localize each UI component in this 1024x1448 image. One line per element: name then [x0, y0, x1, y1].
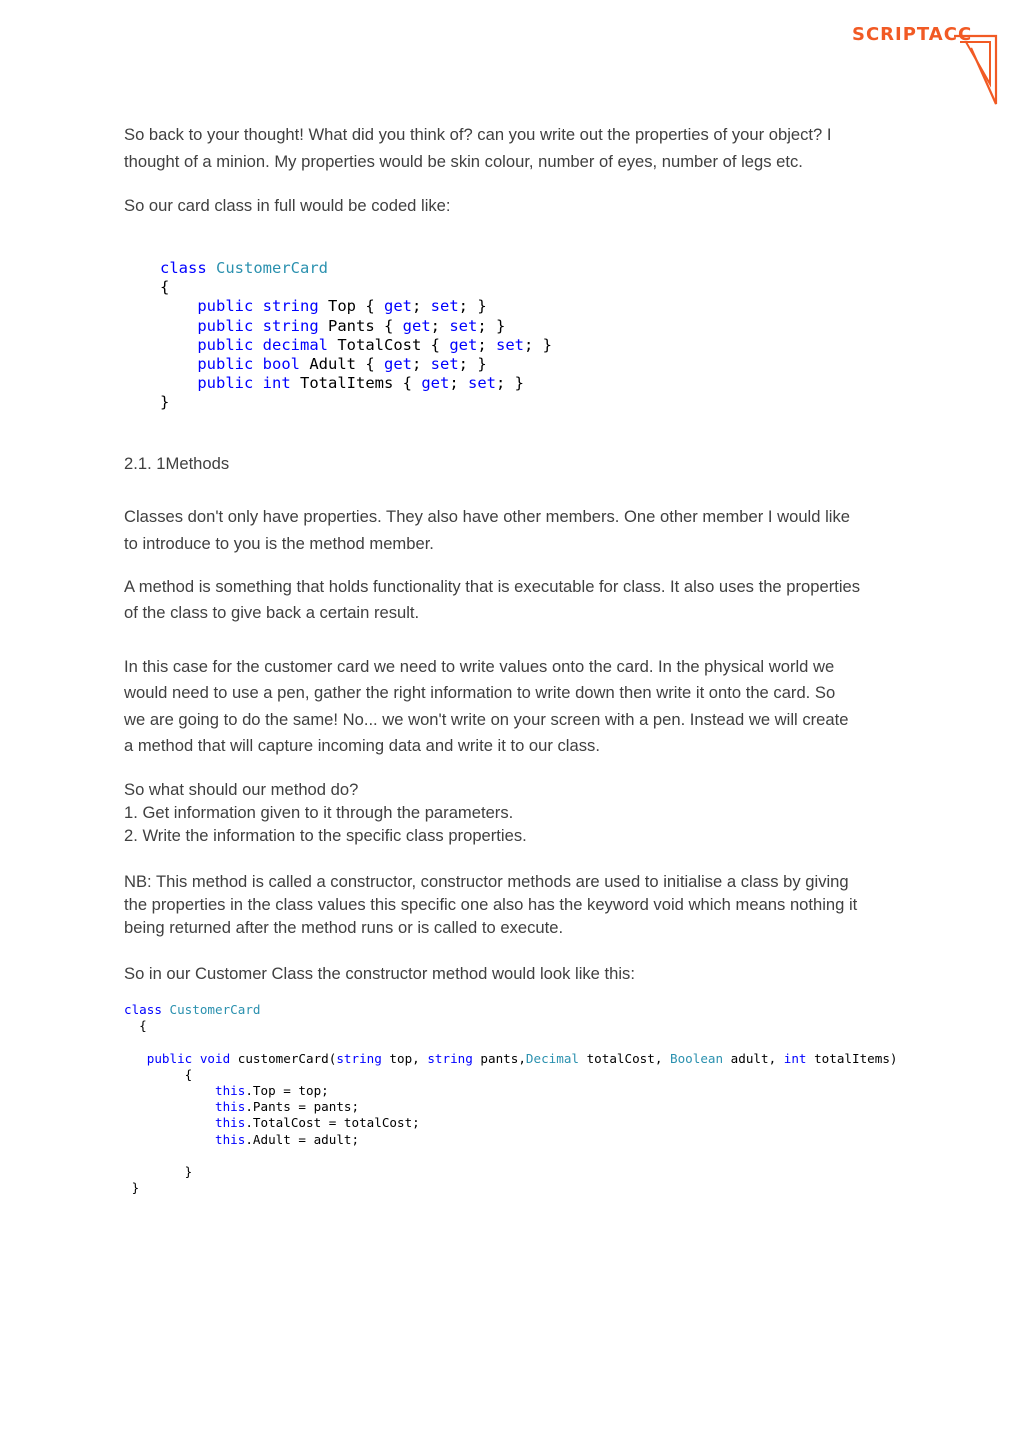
code-keyword: get: [421, 374, 450, 393]
code-keyword: string: [336, 1050, 382, 1066]
code-keyword: public: [197, 374, 254, 393]
code-type: Boolean: [670, 1050, 724, 1066]
code-brace: }: [160, 393, 170, 412]
code-keyword: this: [215, 1099, 246, 1115]
code-type: CustomerCard: [169, 1002, 261, 1017]
code-keyword: class: [160, 259, 207, 277]
paragraph-method-def-line-1: A method is something that holds functionality that is executable for class. It also uses the properties: [124, 577, 861, 596]
code-type-keyword: string: [262, 297, 319, 316]
code-brace: {: [131, 1018, 147, 1034]
paragraph-method-steps-line-2: 1. Get information given to it through the parameters.: [124, 803, 514, 822]
code-text: Pants {: [318, 316, 403, 335]
code-text: Adult {: [300, 355, 384, 374]
paragraph-members-line-1: Classes don't only have properties. They also have other members. One other member I would like: [124, 507, 850, 526]
paragraph-card-example-line-4: a method that will capture incoming data and write it to our class.: [124, 736, 600, 755]
paragraph-card-example-line-1: In this case for the customer card we need to write values onto the card. In the physical world we: [124, 657, 835, 676]
code-keyword: set: [430, 297, 459, 316]
code-keyword: set: [449, 316, 478, 335]
code-type: CustomerCard: [216, 259, 328, 277]
code-keyword: public: [197, 335, 254, 354]
paragraph-method-def-line-2: of the class to give back a certain result.: [124, 603, 420, 622]
code-keyword: this: [215, 1131, 246, 1147]
paragraph-constructor-intro: So in our Customer Class the constructor method would look like this:: [124, 964, 635, 983]
code-brace: {: [160, 278, 170, 297]
paragraph-intro-line-2: thought of a minion. My properties would be skin colour, number of eyes, number of legs etc.: [124, 152, 803, 171]
paragraph-method-steps-line-1: So what should our method do?: [124, 780, 359, 799]
code-keyword: class: [124, 1002, 162, 1017]
code-text: totalItems): [806, 1050, 898, 1066]
code-keyword: get: [402, 316, 431, 335]
code-type-keyword: bool: [262, 355, 300, 374]
code-block-constructor: [124, 1002, 898, 1196]
code-brace: }: [184, 1164, 193, 1180]
logo-text: SCRIPTACC: [852, 24, 973, 45]
paragraph-members-line-2: to introduce to you is the method member.: [124, 534, 434, 553]
code-type-keyword: int: [262, 374, 291, 393]
paragraph-intro-line-1: So back to your thought! What did you think of? can you write out the properties of your object? I: [124, 125, 832, 144]
code-brace: }: [131, 1180, 140, 1196]
code-text: TotalCost {: [328, 335, 450, 354]
code-type: Decimal: [525, 1050, 579, 1066]
code-keyword: public: [197, 316, 254, 335]
code-text: pants,: [472, 1050, 526, 1066]
code-keyword: get: [384, 297, 412, 316]
paragraph-card-example-line-3: we are going to do the same! No... we won't write on your screen with a pen. Instead we will create: [124, 710, 849, 729]
code-keyword: set: [496, 335, 524, 354]
paragraph-card-example-line-2: would need to use a pen, gather the right information to write down then write it onto the card. So: [124, 683, 836, 702]
code-text: .TotalCost = totalCost;: [245, 1115, 420, 1131]
section-heading-methods: 2.1. 1Methods: [124, 454, 230, 473]
paragraph-constructor-note-line-3: being returned after the method runs or is called to execute.: [124, 918, 564, 937]
code-brace: {: [184, 1066, 193, 1082]
paragraph-constructor-note-line-1: NB: This method is called a constructor, constructor methods are used to initialise a class by giving: [124, 872, 849, 891]
code-text: Top {: [318, 297, 384, 316]
code-keyword: public: [197, 297, 254, 316]
code-block-properties: class CustomerCard { public string Top { get; set; } public string Pants { get; set; } public decimal TotalCost { get; set; } public bool Adult { get; set; } public int TotalItems { get; set; } }: [160, 259, 552, 412]
code-keyword: public: [146, 1050, 193, 1066]
code-type-keyword: decimal: [262, 335, 328, 354]
code-keyword: int: [783, 1050, 807, 1066]
code-keyword: this: [215, 1115, 246, 1131]
code-keyword: string: [427, 1050, 473, 1066]
code-text: totalCost,: [579, 1050, 670, 1066]
code-keyword: public: [197, 355, 254, 374]
code-keyword: get: [384, 355, 412, 374]
code-keyword: this: [215, 1083, 246, 1099]
code-text: customerCard(: [230, 1050, 337, 1066]
code-keyword: get: [449, 335, 478, 354]
code-text: .Top = top;: [245, 1083, 329, 1099]
code-text: adult,: [723, 1050, 784, 1066]
code-text: .Adult = adult;: [245, 1131, 360, 1147]
code-text: top,: [381, 1050, 428, 1066]
scriptacc-logo: [850, 22, 1000, 108]
paragraph-constructor-note-line-2: the properties in the class values this specific one also has the keyword void which means nothing it: [124, 895, 858, 914]
code-text: .Pants = pants;: [245, 1099, 360, 1115]
code-keyword: void: [199, 1050, 231, 1066]
paragraph-card-class: So our card class in full would be coded like:: [124, 196, 451, 215]
code-keyword: set: [468, 374, 496, 393]
code-type-keyword: string: [262, 316, 319, 335]
code-text: TotalItems {: [290, 374, 422, 393]
paragraph-method-steps-line-3: 2. Write the information to the specific class properties.: [124, 826, 527, 845]
code-keyword: set: [430, 355, 459, 374]
